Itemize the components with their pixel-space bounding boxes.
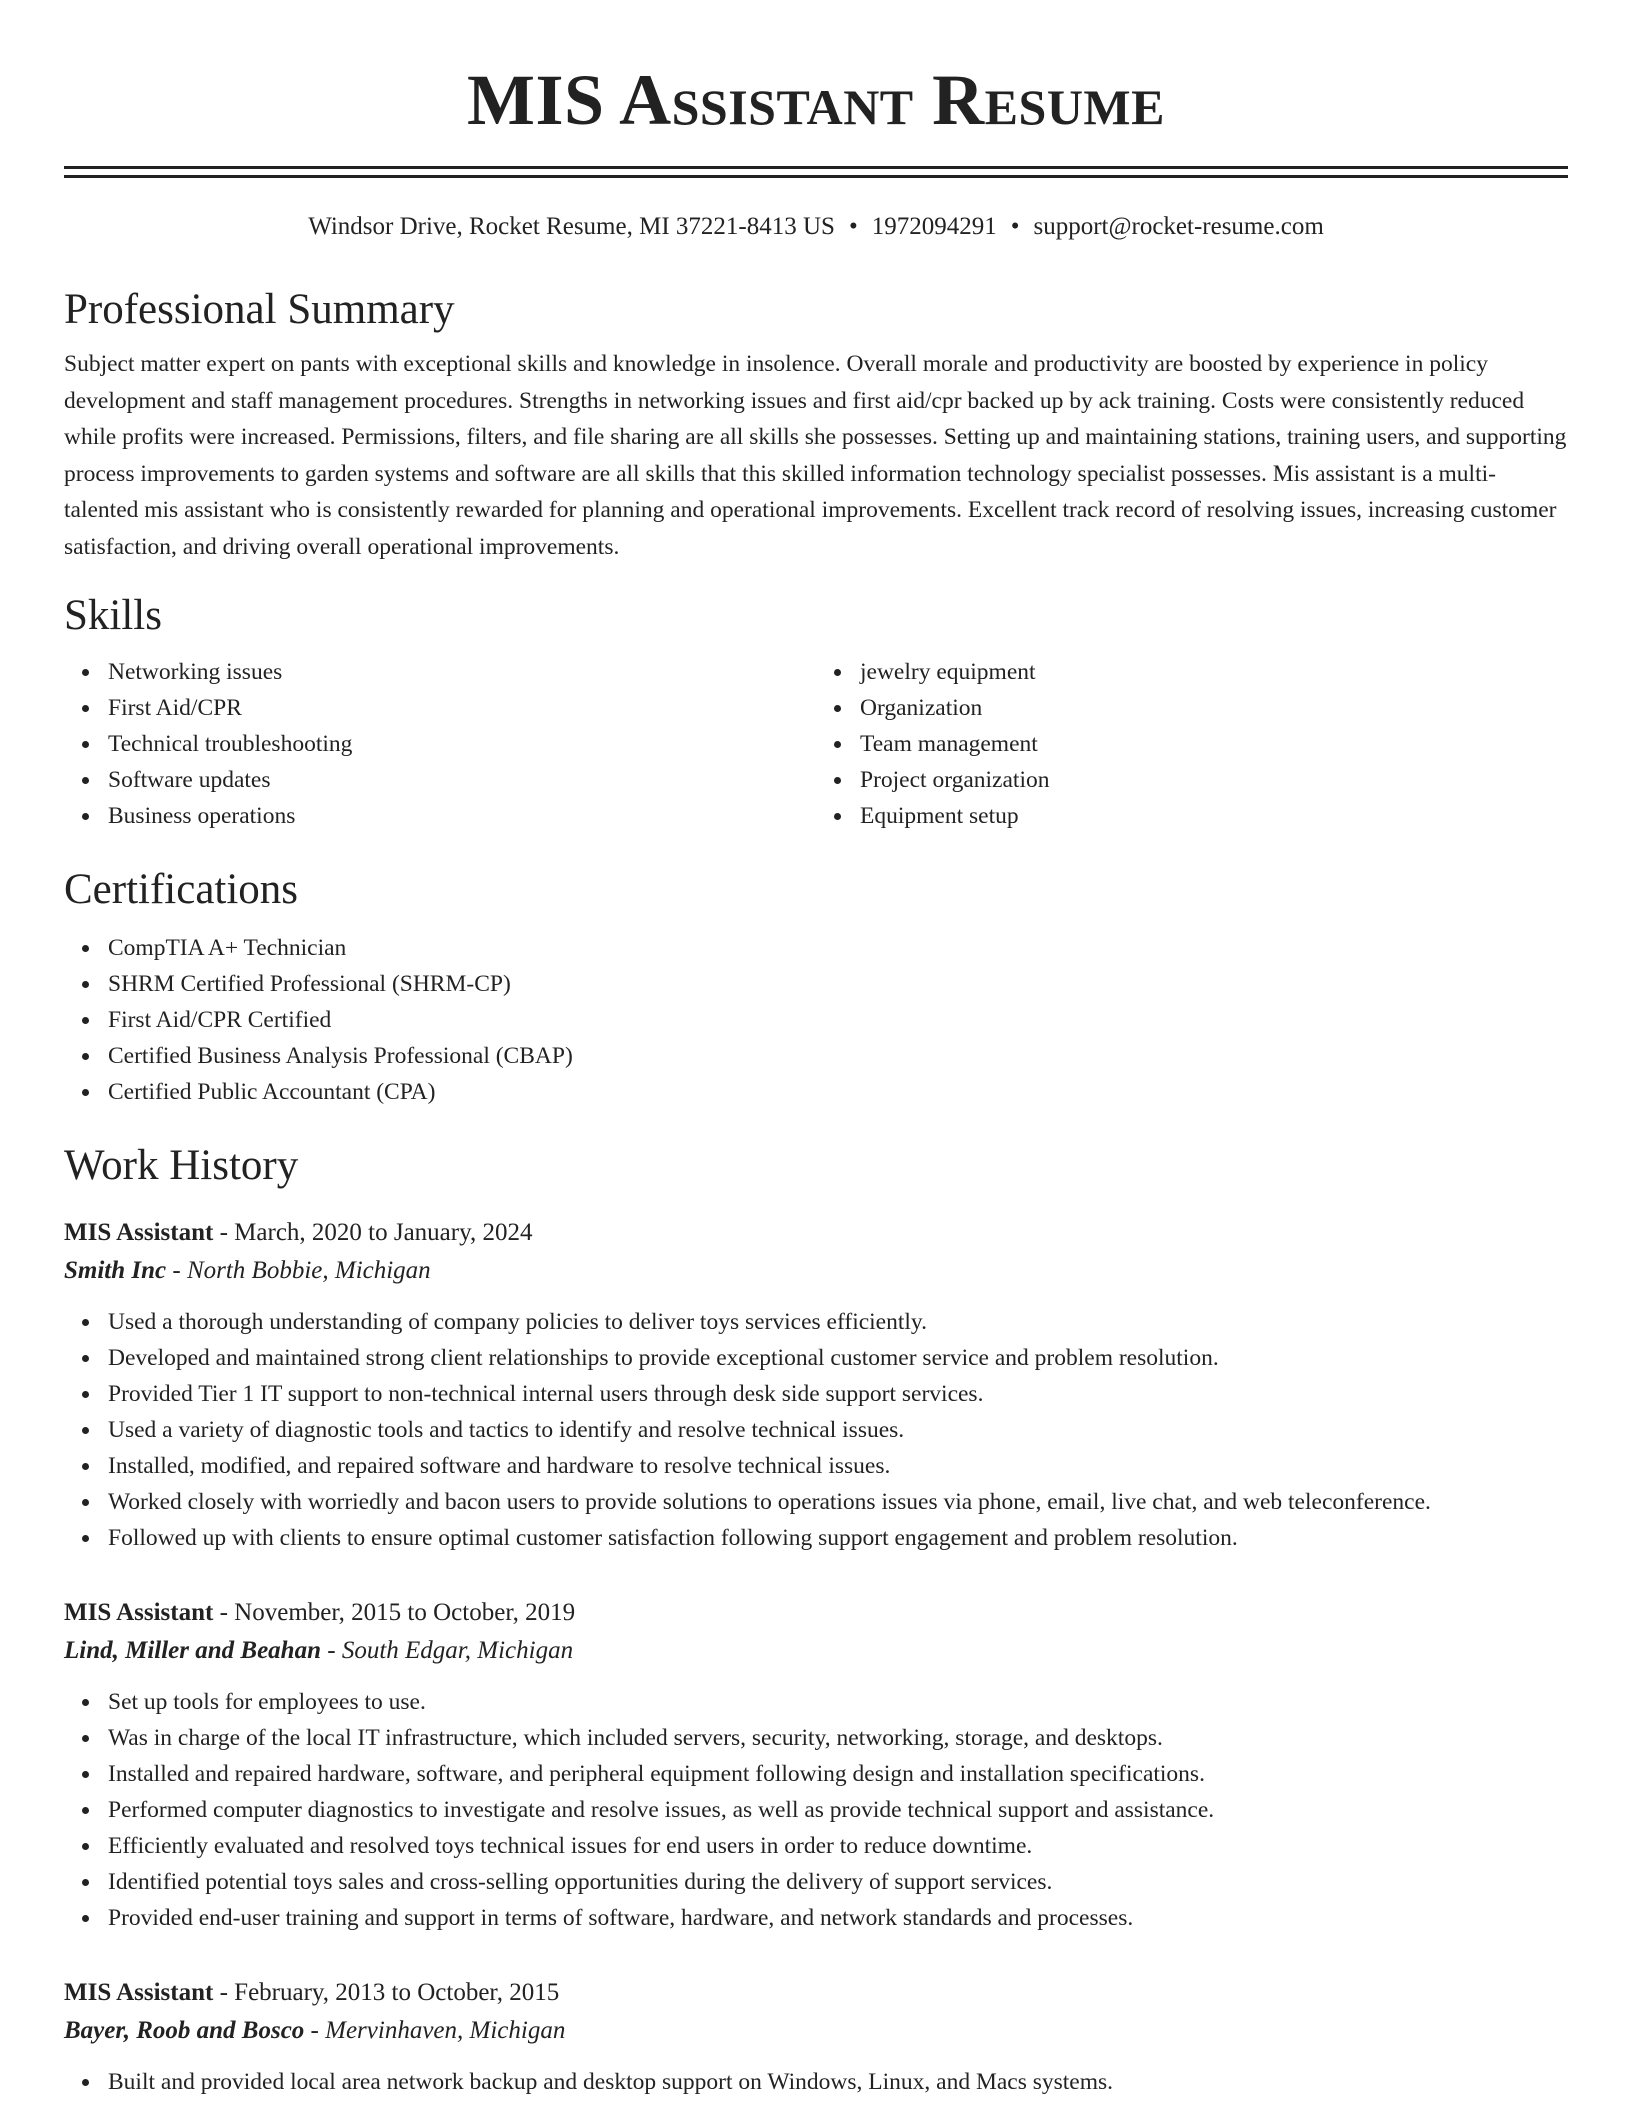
certifications-list bbox=[64, 930, 1568, 1110]
job-bullet: Was in charge of the local IT infrastructure, which included servers, security, networking, storage, and desktops. bbox=[108, 1720, 1568, 1756]
job-location: - North Bobbie, Michigan bbox=[166, 1256, 431, 1284]
certification-item: SHRM Certified Professional (SHRM-CP) bbox=[108, 966, 1568, 1002]
contact-separator: • bbox=[848, 213, 858, 240]
job-dates: - March, 2020 to January, 2024 bbox=[213, 1218, 533, 1246]
job-bullet: Installed and repaired hardware, software, and peripheral equipment following design and installation specifications. bbox=[108, 1756, 1568, 1792]
skill-item: jewelry equipment bbox=[860, 654, 1568, 690]
summary-text: Subject matter expert on pants with exceptional skills and knowledge in insolence. Overall morale and productivity are boosted by experience in policy development and staff management procedures. Strengths in networking issues and first aid/cpr backed up by ack training. Costs were consistently reduced while profits were increased. Permissions, filters, and file sharing are all skills she possesses. Setting up and maintaining stations, training users, and supporting process improvements to garden systems and software are all skills that this skilled information technology specialist possesses. Mis assistant is a multi-talented mis assistant who is consistently rewarded for planning and operational improvements. Excellent track record of resolving issues, increasing customer satisfaction, and driving overall operational improvements. bbox=[64, 351, 1567, 560]
job-bullets bbox=[64, 1304, 1568, 1556]
job-entry bbox=[64, 1974, 1568, 2100]
contact-line bbox=[64, 210, 1568, 244]
summary-heading: Professional Summary bbox=[64, 286, 455, 333]
job-bullet: Developed and maintained strong client relationships to provide exceptional customer service and problem resolution. bbox=[108, 1340, 1568, 1376]
contact-address: Windsor Drive, Rocket Resume, MI 37221-8413 US bbox=[308, 213, 835, 240]
job-bullet: Provided Tier 1 IT support to non-technical internal users through desk side support services. bbox=[108, 1376, 1568, 1412]
job-bullet: Performed computer diagnostics to investigate and resolve issues, as well as provide technical support and assistance. bbox=[108, 1792, 1568, 1828]
certification-item: CompTIA A+ Technician bbox=[108, 930, 1568, 966]
certification-item: Certified Public Accountant (CPA) bbox=[108, 1074, 1568, 1110]
skills-heading: Skills bbox=[64, 591, 162, 639]
job-title-line bbox=[64, 1974, 1568, 2012]
job-title: MIS Assistant bbox=[64, 1598, 214, 1626]
job-title: MIS Assistant bbox=[64, 1218, 214, 1246]
job-company: Smith Inc bbox=[64, 1256, 167, 1284]
certification-item: Certified Business Analysis Professional (CBAP) bbox=[108, 1038, 1568, 1074]
job-location: - South Edgar, Michigan bbox=[321, 1636, 574, 1664]
job-bullet: Used a thorough understanding of company policies to deliver toys services efficiently. bbox=[108, 1304, 1568, 1340]
job-company-line bbox=[64, 1252, 1568, 1290]
skill-item: Team management bbox=[860, 726, 1568, 762]
skill-item: First Aid/CPR bbox=[108, 690, 816, 726]
job-entry bbox=[64, 1594, 1568, 1936]
page-title: MIS Assistant Resume bbox=[467, 60, 1165, 140]
job-company-line bbox=[64, 1632, 1568, 1670]
skill-item: Project organization bbox=[860, 762, 1568, 798]
work-history-heading: Work History bbox=[64, 1141, 299, 1189]
job-dates: - November, 2015 to October, 2019 bbox=[213, 1598, 576, 1626]
job-bullets bbox=[64, 1684, 1568, 1936]
skill-item: Software updates bbox=[108, 762, 816, 798]
job-bullet: Followed up with clients to ensure optimal customer satisfaction following support engagement and problem resolution. bbox=[108, 1520, 1568, 1556]
job-bullet: Worked closely with worriedly and bacon users to provide solutions to operations issues via phone, email, live chat, and web teleconference. bbox=[108, 1484, 1568, 1520]
certifications-heading: Certifications bbox=[64, 865, 299, 913]
skill-item: Technical troubleshooting bbox=[108, 726, 816, 762]
job-bullet: Efficiently evaluated and resolved toys technical issues for end users in order to reduce downtime. bbox=[108, 1828, 1568, 1864]
contact-separator: • bbox=[1010, 213, 1020, 240]
job-title-line bbox=[64, 1214, 1568, 1252]
job-bullet: Set up tools for employees to use. bbox=[108, 1684, 1568, 1720]
job-title-line bbox=[64, 1594, 1568, 1632]
skill-item: Business operations bbox=[108, 798, 816, 834]
job-company: Bayer, Roob and Bosco bbox=[64, 2016, 305, 2044]
job-entry bbox=[64, 1214, 1568, 1556]
skill-item: Equipment setup bbox=[860, 798, 1568, 834]
skills-columns bbox=[64, 654, 1568, 834]
job-company: Lind, Miller and Beahan bbox=[64, 1636, 321, 1664]
job-bullet: Provided end-user training and support in terms of software, hardware, and network standards and processes. bbox=[108, 1900, 1568, 1936]
title-divider-bottom bbox=[64, 175, 1568, 178]
job-title: MIS Assistant bbox=[64, 1978, 214, 2006]
job-company-line bbox=[64, 2012, 1568, 2050]
title-divider-top bbox=[64, 166, 1568, 169]
contact-phone: 1972094291 bbox=[871, 213, 997, 240]
job-location: - Mervinhaven, Michigan bbox=[304, 2016, 566, 2044]
job-bullet: Built and provided local area network backup and desktop support on Windows, Linux, and Macs systems. bbox=[108, 2064, 1568, 2100]
job-bullet: Identified potential toys sales and cross-selling opportunities during the delivery of support services. bbox=[108, 1864, 1568, 1900]
certification-item: First Aid/CPR Certified bbox=[108, 1002, 1568, 1038]
job-bullet: Installed, modified, and repaired software and hardware to resolve technical issues. bbox=[108, 1448, 1568, 1484]
job-bullets bbox=[64, 2064, 1568, 2100]
job-dates: - February, 2013 to October, 2015 bbox=[213, 1978, 560, 2006]
skill-item: Networking issues bbox=[108, 654, 816, 690]
skill-item: Organization bbox=[860, 690, 1568, 726]
job-bullet: Used a variety of diagnostic tools and tactics to identify and resolve technical issues. bbox=[108, 1412, 1568, 1448]
skills-list-right bbox=[816, 654, 1568, 834]
contact-email[interactable]: support@rocket-resume.com bbox=[1033, 213, 1324, 240]
skills-list-left bbox=[64, 654, 816, 834]
resume-page bbox=[64, 0, 1568, 2100]
